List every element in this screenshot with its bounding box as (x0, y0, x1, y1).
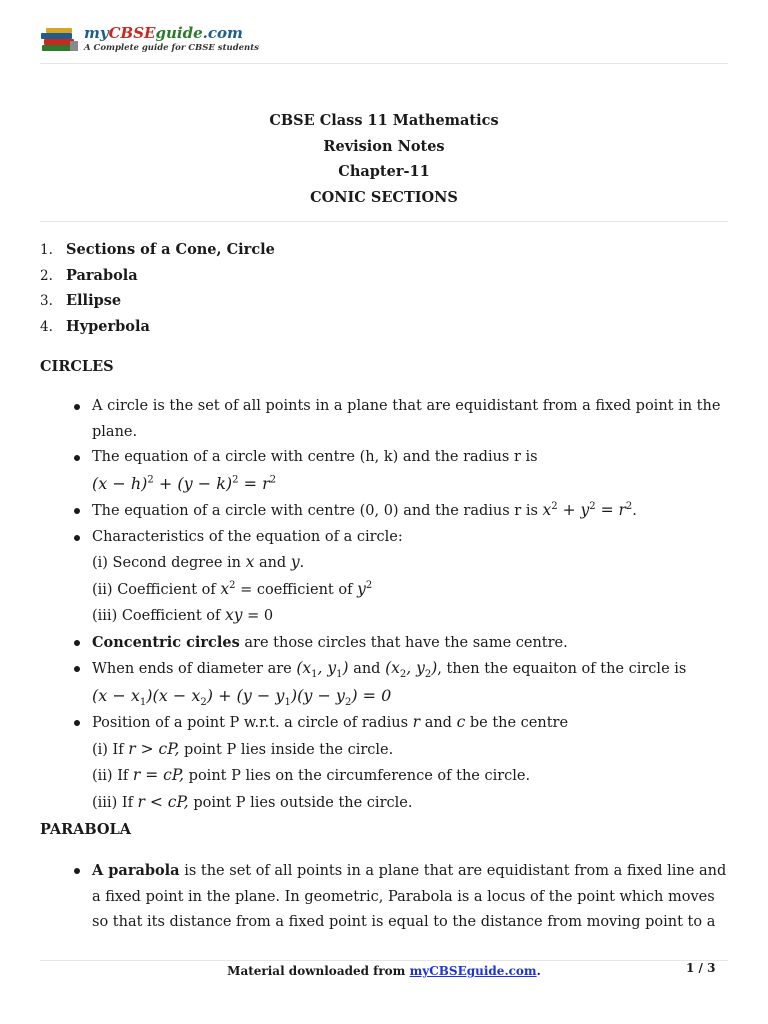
brand-tagline: A Complete guide for CBSE students (84, 43, 259, 53)
list-item: The equation of a circle with centre (h, k) and the radius r is $(x - h)^2 + (y - k)^2 = r^2$ (66, 445, 728, 498)
brand-name: myCBSEguide.com (84, 24, 243, 42)
title-line-2: Revision Notes (323, 137, 445, 155)
header (40, 22, 728, 64)
list-item: Characteristics of the equation of a circle: (i) Second degree in x and y. (ii) Coefficient of $x^2$ = coefficient of $y^2$ (iii) Coefficient of xy = 0 (66, 525, 728, 630)
title-line-1: CBSE Class 11 Mathematics (269, 112, 499, 129)
topic-item: 1. Sections of a Cone, Circle (40, 241, 275, 258)
title-divider (40, 221, 728, 222)
footer-link[interactable]: myCBSEguide.com (409, 964, 537, 978)
list-item: Position of a point P w.r.t. a circle of radius r and c be the centre (i) If r > cP, point P lies inside the circle. (ii) If r = cP, point P lies on the circumference of the circle. (iii) If r < cP, point P lies outside the circle. (66, 710, 728, 816)
topic-item: 3. Ellipse (40, 292, 122, 309)
circle-equation: $(x - h)^2 + (y - k)^2 = r^2$ (92, 473, 277, 493)
list-item: The equation of a circle with centre (0, 0) and the radius r is $x^2 + y^2 = r^2$. (66, 498, 728, 525)
parabola-list (66, 858, 728, 936)
logo-text (84, 24, 259, 54)
topic-item: 2. Parabola (40, 266, 138, 284)
footer-credit: Material downloaded from myCBSEguide.com. (227, 964, 541, 978)
list-item: Concentric circles are those circles that have the same centre. (66, 630, 728, 657)
circles-list (66, 394, 728, 816)
parabola-heading: PARABOLA (40, 821, 132, 838)
title-line-4: CONIC SECTIONS (310, 188, 458, 206)
topic-item: 4. Hyperbola (40, 317, 150, 335)
list-item: A circle is the set of all points in a plane that are equidistant from a fixed point in the plane. (66, 394, 728, 445)
list-item: When ends of diameter are ($x_1$, $y_1$) and ($x_2$, $y_2$), then the equaiton of the circle is $(x - x_1)(x - x_2) + (y - y_1)(y - y_2) = 0$ (66, 656, 728, 710)
diameter-equation: $(x - x_1)(x - x_2) + (y - y_1)(y - y_2) = 0$ (92, 685, 392, 708)
document-title (0, 108, 768, 210)
books-logo-icon (40, 28, 80, 54)
footer-divider (40, 960, 728, 961)
title-line-3: Chapter-11 (338, 163, 430, 180)
page-number: 1 / 3 (686, 961, 716, 975)
topics-list (40, 237, 275, 339)
list-item: A parabola is the set of all points in a plane that are equidistant from a fixed line and a fixed point in the plane. In geometric, Parabola is a locus of the point which moves so that its distance from a fixed point is equal to the distance from moving point to a (66, 858, 728, 936)
circles-heading: CIRCLES (40, 358, 114, 375)
header-divider (40, 63, 728, 64)
